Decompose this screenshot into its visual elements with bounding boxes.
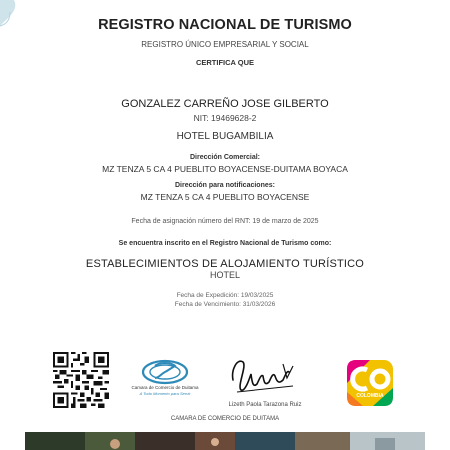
commercial-address-label: Dirección Comercial: [189, 154, 261, 161]
chamber-name: CAMARA DE COMERCIO DE DUITAMA [170, 416, 280, 422]
photo-strip [25, 432, 425, 450]
holder-name: GONZALEZ CARREÑO JOSE GILBERTO [121, 98, 329, 110]
chamber-logo-name: Camara de Comercio de Duitama [131, 385, 199, 390]
holder-nit: NIT: 19469628-2 [193, 113, 257, 123]
registration-category: ESTABLECIMIENTOS DE ALOJAMIENTO TURÍSTICO [85, 258, 365, 270]
signature-icon [227, 350, 297, 400]
chamber-logo-slogan: A Todo Momento para Servir [139, 391, 191, 396]
establishment-name: HOTEL BUGAMBILIA [176, 131, 274, 142]
certifies-heading: CERTIFICA QUE [195, 58, 255, 67]
corner-swirl-decoration [0, 0, 40, 450]
document-title: REGISTRO NACIONAL DE TURISMO [98, 17, 352, 33]
rnt-assignment-date: Fecha de asignación número del RNT: 19 de marzo de 2025 [131, 218, 319, 225]
issue-date: Fecha de Expedición: 19/03/2025 [176, 292, 274, 299]
notification-address-label: Dirección para notificaciones: [175, 182, 275, 189]
qr-code-icon [53, 352, 109, 408]
colombia-co-logo-icon [345, 358, 395, 408]
notification-address-value: MZ TENZA 5 CA 4 PUEBLITO BOYACENSE [140, 192, 310, 202]
signer-name: Lizeth Paola Tarazona Ruiz [228, 402, 302, 408]
registration-subcategory: HOTEL [209, 270, 240, 280]
commercial-address-value: MZ TENZA 5 CA 4 PUEBLITO BOYACENSE-DUITAMA BOYACA [102, 164, 348, 174]
registration-intro: Se encuentra inscrito en el Registro Nacional de Turismo como: [118, 240, 332, 247]
document-subtitle: REGISTRO ÚNICO EMPRESARIAL Y SOCIAL [141, 40, 309, 49]
chamber-logo-icon [125, 356, 205, 410]
expiry-date: Fecha de Vencimiento: 31/03/2026 [174, 301, 276, 308]
colombia-logo-text: COLOMBIA [356, 393, 384, 399]
